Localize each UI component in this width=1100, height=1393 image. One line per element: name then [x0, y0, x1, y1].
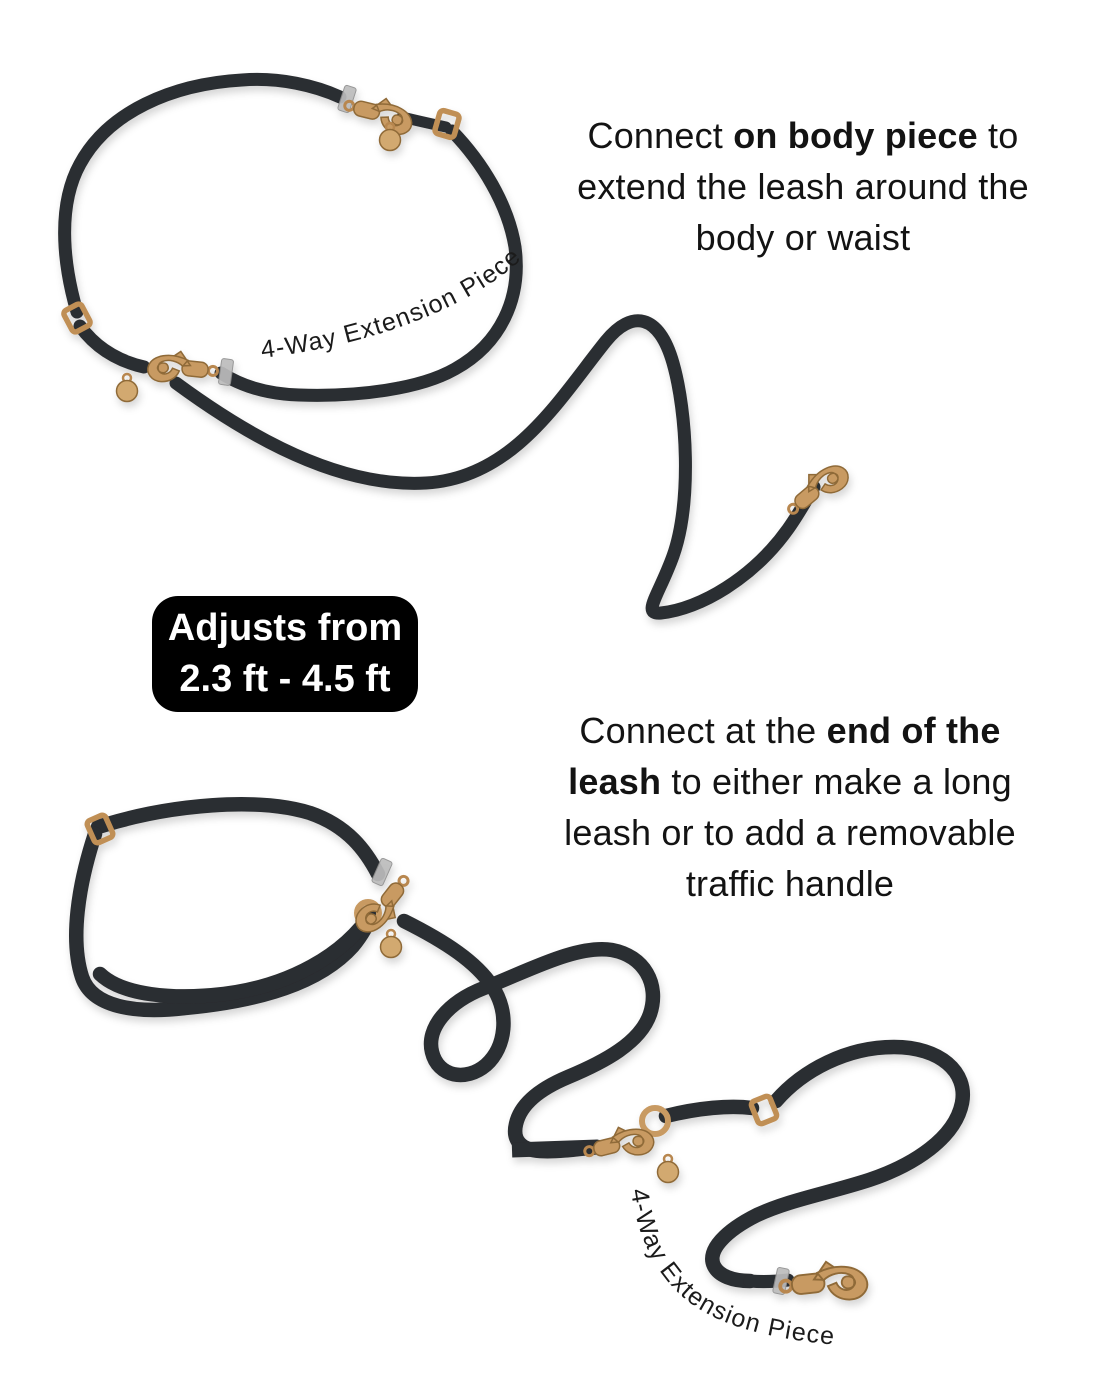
snap-hook	[778, 1258, 869, 1307]
disc-charm	[117, 374, 138, 402]
snap-hook	[779, 455, 853, 524]
disc-charm	[381, 930, 402, 958]
leash-strap	[176, 321, 814, 613]
annotation-body-piece-bold: on body piece	[733, 115, 978, 156]
label-extension-piece-top-text: 4-Way Extension Piece	[259, 241, 527, 364]
disc-charm	[658, 1155, 679, 1183]
annotation-body-piece-pre: Connect	[587, 115, 734, 156]
leash-strap	[712, 1047, 963, 1281]
badge-line-1: Adjusts from	[167, 607, 403, 649]
leash-strap	[80, 326, 144, 367]
annotation-body-piece	[553, 110, 1053, 263]
badge-line-2: 2.3 ft - 4.5 ft	[179, 658, 391, 700]
annotation-body-piece-post: to extend the leash around the body or waist	[577, 115, 1029, 258]
leash-strap	[404, 921, 653, 1151]
leash-strap	[65, 79, 340, 312]
annotation-leash-end-pre: Connect at the	[579, 710, 827, 751]
annotation-leash-end-bold: end of the leash	[568, 710, 1001, 802]
leash-strap	[98, 804, 378, 874]
annotation-leash-end-post: to either make a long leash or to add a removable traffic handle	[564, 761, 1016, 904]
leash-strap	[100, 911, 373, 996]
label-extension-piece-bottom	[625, 1187, 837, 1351]
leash-strap	[666, 1107, 752, 1116]
adjust-range-badge	[152, 596, 418, 712]
label-extension-piece-bottom-text: 4-Way Extension Piece	[624, 1186, 837, 1351]
annotation-leash-end	[540, 705, 1040, 909]
